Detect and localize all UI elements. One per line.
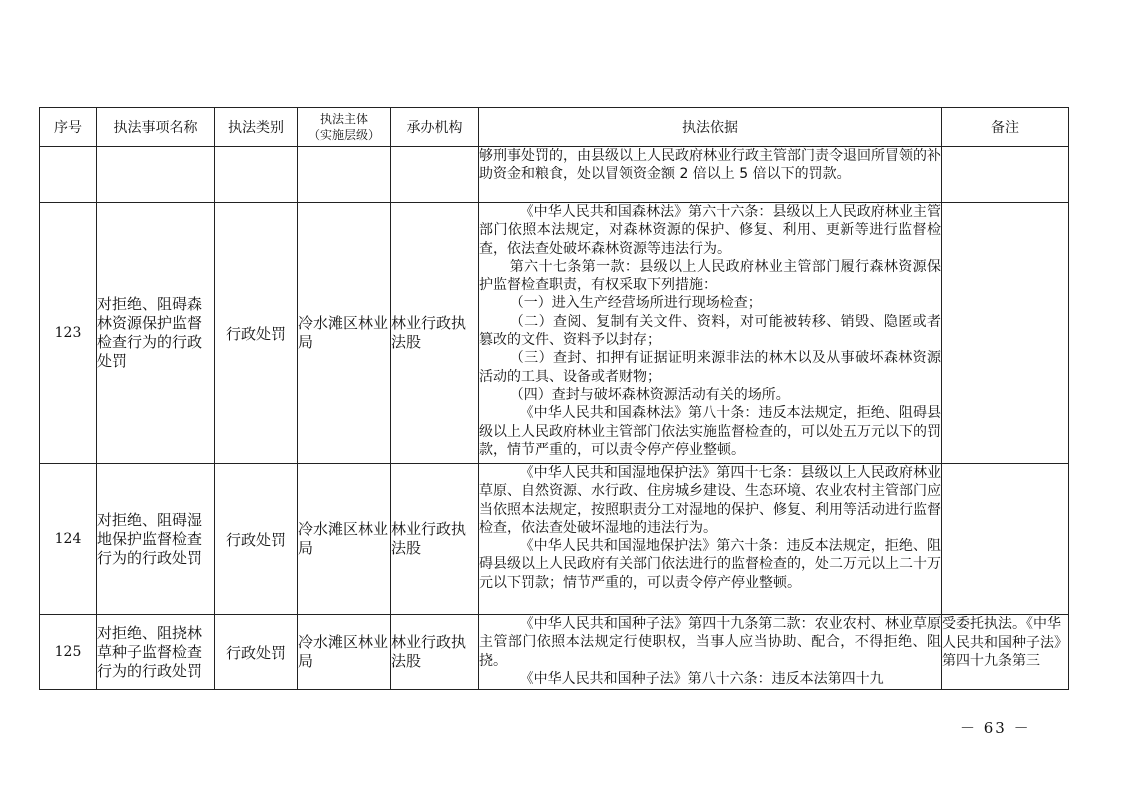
basis-paragraph: （三）查封、扣押有证据证明来源非法的林木以及从事破坏森林资源活动的工具、设备或者财物； — [479, 350, 941, 385]
cell-note — [942, 464, 1069, 615]
basis-paragraph: （一）进入生产经营场所进行现场检查； — [509, 295, 762, 312]
cell-seq: 124 — [40, 464, 97, 615]
cell-subject: 冷水滩区林业局 — [298, 464, 391, 615]
basis-paragraph: 《中华人民共和国种子法》第四十九条第二款：农业农村、林业草原主管部门依照本法规定行使职权，当事人应当协助、配合，不得拒绝、阻挠。 — [479, 616, 941, 669]
page-number: － 63 － — [960, 719, 1031, 737]
cell-org: 林业行政执法股 — [391, 464, 479, 615]
header-org: 承办机构 — [391, 108, 479, 147]
basis-paragraph: （四）查封与破坏森林资源活动有关的场所。 — [509, 386, 790, 403]
cell-basis — [479, 147, 942, 203]
basis-paragraph: 《中华人民共和国湿地保护法》第六十条：违反本法规定，拒绝、阻碍县级以上人民政府有关部门依法进行的监督检查的，处二万元以上二十万元以下罚款；情节严重的，可以责令停产停业整顿。 — [479, 538, 941, 591]
cell-name: 对拒绝、阻碍湿地保护监督检查行为的行政处罚 — [97, 464, 215, 615]
header-subject — [298, 108, 391, 147]
header-note: 备注 — [942, 108, 1069, 147]
header-category: 执法类别 — [215, 108, 298, 147]
basis-paragraph: 《中华人民共和国森林法》第八十条：违反本法规定，拒绝、阻碍县级以上人民政府林业主管部门依法实施监督检查的，可以处五万元以下的罚款，情节严重的，可以责令停产停业整顿。 — [479, 405, 941, 458]
header-name: 执法事项名称 — [97, 108, 215, 147]
basis-paragraph: （二）查阅、复制有关文件、资料，对可能被转移、销毁、隐匿或者篡改的文件、资料予以封存； — [479, 313, 941, 349]
cell-name: 对拒绝、阻碍森林资源保护监督检查行为的行政处罚 — [97, 203, 215, 464]
header-subject-line1: 执法主体 — [319, 112, 368, 126]
cell-empty — [40, 147, 97, 203]
cell-empty — [298, 147, 391, 203]
cell-basis — [479, 464, 942, 615]
cell-name: 对拒绝、阻挠林草种子监督检查行为的行政处罚 — [97, 615, 215, 690]
cell-basis — [479, 203, 942, 464]
cell-empty — [942, 147, 1069, 203]
header-subject-line2: （实施层级） — [307, 128, 380, 142]
enforcement-table — [39, 107, 1069, 690]
cell-org: 林业行政执法股 — [391, 615, 479, 690]
cell-subject: 冷水滩区林业局 — [298, 615, 391, 690]
cell-basis — [479, 615, 942, 690]
table-row — [40, 615, 1069, 690]
basis-paragraph: 第六十七条第一款：县级以上人民政府林业主管部门履行森林资源保护监督检查职责，有权采取下列措施： — [479, 258, 941, 294]
cell-empty — [215, 147, 298, 203]
basis-paragraph: 《中华人民共和国森林法》第六十六条：县级以上人民政府林业主管部门依照本法规定，对森林资源的保护、修复、利用、更新等进行监督检查，依法查处破坏森林资源等违法行为。 — [479, 204, 941, 257]
cell-note — [942, 203, 1069, 464]
cell-note: 受委托执法。《中华人民共和国种子法》第四十九条第三 — [942, 615, 1069, 690]
table-row — [40, 464, 1069, 615]
table-row — [40, 203, 1069, 464]
header-seq: 序号 — [40, 108, 97, 147]
cell-empty — [97, 147, 215, 203]
cell-org: 林业行政执法股 — [391, 203, 479, 464]
basis-paragraph: 《中华人民共和国湿地保护法》第四十七条：县级以上人民政府林业草原、自然资源、水行政、住房城乡建设、生态环境、农业农村主管部门应当依照本法规定，按照职责分工对湿地的保护、修复、利用等活动进行监督检查，依法查处破坏湿地的违法行为。 — [479, 465, 941, 536]
cell-category: 行政处罚 — [215, 615, 298, 690]
table-row-continuation — [40, 147, 1069, 203]
header-basis: 执法依据 — [479, 108, 942, 147]
basis-paragraph: 够刑事处罚的，由县级以上人民政府林业行政主管部门责令退回所冒领的补助资金和粮食，处以冒领资金额 2 倍以上 5 倍以下的罚款。 — [479, 148, 941, 183]
cell-category: 行政处罚 — [215, 203, 298, 464]
basis-paragraph: 《中华人民共和国种子法》第八十六条：违反本法第四十九 — [519, 670, 884, 687]
cell-subject: 冷水滩区林业局 — [298, 203, 391, 464]
cell-seq: 125 — [40, 615, 97, 690]
cell-category: 行政处罚 — [215, 464, 298, 615]
cell-empty — [391, 147, 479, 203]
cell-seq: 123 — [40, 203, 97, 464]
header-row — [40, 108, 1069, 147]
